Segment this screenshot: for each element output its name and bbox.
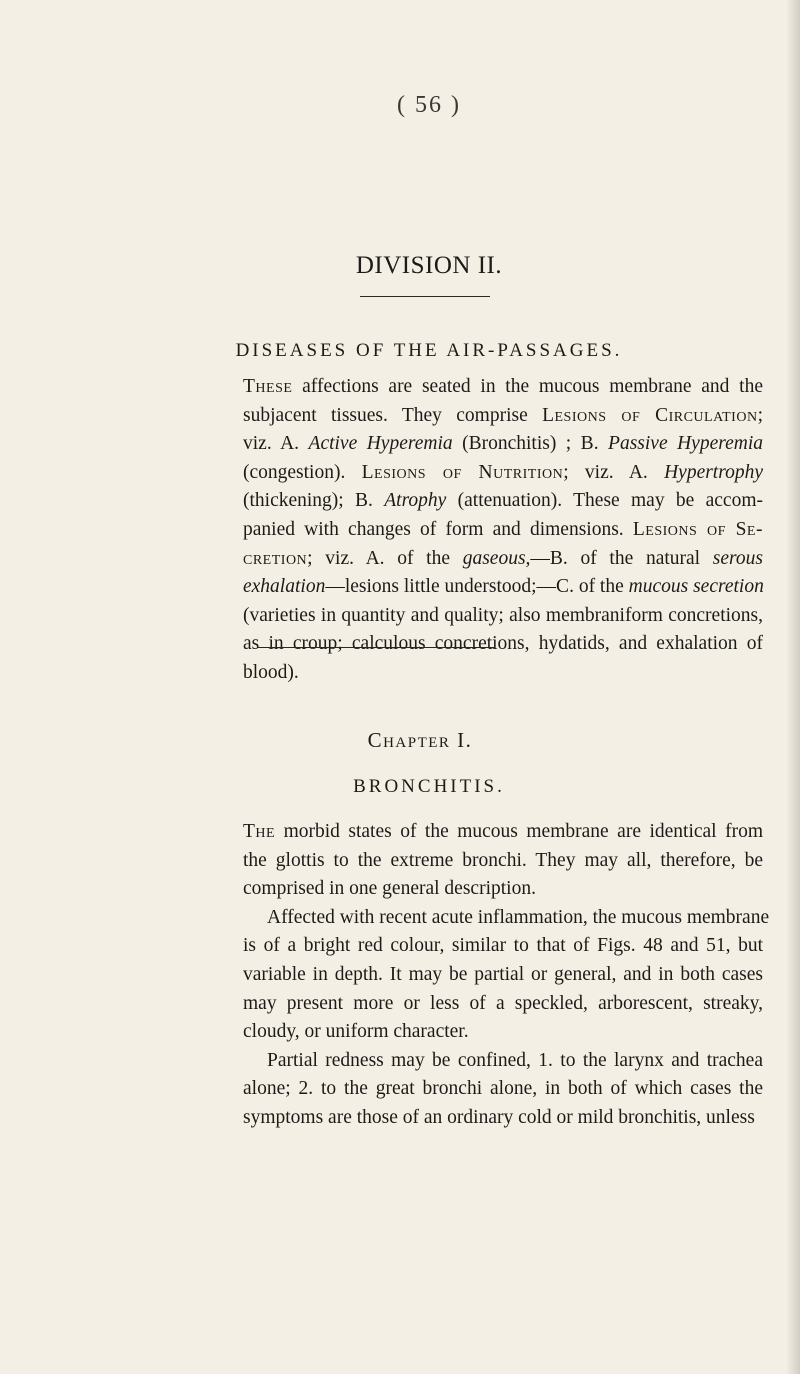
text-line: [243, 659, 763, 688]
text-run: cretion: [243, 547, 308, 569]
text-run: the glottis to the extreme bronchi. They may all, therefore, be: [243, 849, 763, 871]
text-line: [243, 630, 763, 659]
text-line: [243, 602, 763, 631]
text-line: [243, 573, 763, 602]
text-run: viz. A.: [243, 433, 309, 455]
text-line: [243, 373, 763, 402]
text-run: morbid states of the mucous membrane are identical from: [275, 821, 763, 842]
divider-rule: [258, 647, 494, 648]
text-run: (Bronchitis) ; B.: [452, 433, 609, 455]
text-run: subjacent tissues. They comprise: [243, 404, 543, 426]
text-line: [243, 875, 763, 904]
text-line: [243, 1104, 763, 1133]
text-line: [243, 961, 763, 990]
text-run: Lesions of Nutrition: [361, 461, 564, 483]
page-number: ( 56 ): [397, 92, 461, 118]
text-run: affections are seated in the mucous membrane and the: [292, 376, 763, 397]
text-run: symptoms are those of an ordinary cold or mild bronchitis, unless: [243, 1106, 755, 1128]
text-run: (thickening); B.: [243, 490, 385, 512]
text-line: [243, 904, 770, 933]
text-run: mucous secretion: [628, 576, 764, 598]
text-run: comprised in one general description.: [243, 878, 536, 900]
text-run: blood).: [243, 661, 299, 683]
text-line: [243, 545, 763, 574]
text-run: panied with changes of form and dimensions.: [243, 518, 633, 540]
text-run: as in croup; calculous concretions, hydatids, and exhalation of: [243, 633, 763, 655]
text-run: Lesions of Se-: [632, 518, 763, 540]
text-run: —lesions little understood;—C. of the: [325, 576, 629, 598]
text-line: [243, 990, 763, 1019]
text-run: alone; 2. to the great bronchi alone, in both of which cases the: [243, 1078, 763, 1100]
text-run: exhalation: [243, 576, 326, 598]
text-line: [243, 1047, 763, 1076]
text-run: Atrophy: [384, 490, 447, 512]
text-run: Active Hyperemia: [308, 433, 453, 455]
text-run: gaseous,: [462, 547, 531, 569]
text-run: cloudy, or uniform character.: [243, 1021, 469, 1043]
division-title: DIVISION II.: [355, 252, 503, 279]
text-run: Passive Hyperemia: [608, 433, 763, 455]
text-run: variable in depth. It may be partial or general, and in both cases: [243, 963, 763, 985]
text-run: is of a bright red colour, similar to that of Figs. 48 and 51, but: [243, 935, 763, 957]
text-run: ;: [757, 404, 763, 426]
chapter-subtitle: BRONCHITIS.: [353, 776, 505, 797]
intro-paragraph: [243, 373, 763, 688]
text-run: —B. of the natural: [530, 547, 713, 569]
text-run: These: [243, 376, 293, 397]
text-line: [243, 818, 763, 847]
text-run: The: [243, 821, 276, 842]
text-line: [243, 516, 763, 545]
page-edge-shadow: [786, 0, 800, 1374]
text-line: [243, 1075, 763, 1104]
text-run: Affected with recent acute inflammation, the mucous membrane: [267, 906, 770, 928]
text-run: serous: [712, 547, 763, 569]
text-run: (varieties in quantity and quality; also membraniform concretions,: [243, 604, 763, 626]
text-run: (congestion).: [243, 461, 362, 483]
text-line: [243, 487, 763, 516]
text-run: (attenuation). These may be accom-: [446, 490, 763, 512]
text-line: [243, 847, 763, 876]
text-run: Hypertrophy: [664, 461, 763, 483]
text-run: Partial redness may be confined, 1. to the larynx and trachea: [267, 1049, 763, 1071]
body-paragraphs: [243, 818, 770, 1133]
divider-rule: [360, 296, 490, 297]
text-line: [243, 459, 763, 488]
text-run: Lesions of Circulation: [542, 404, 758, 426]
text-line: [243, 402, 763, 431]
text-line: [243, 1018, 763, 1047]
text-run: ; viz. A. of the: [307, 547, 463, 569]
chapter-title: Chapter I.: [367, 728, 473, 752]
text-run: may present more or less of a speckled, arborescent, streaky,: [243, 992, 763, 1014]
text-line: [243, 430, 763, 459]
section-title: DISEASES OF THE AIR-PASSAGES.: [235, 340, 623, 361]
text-run: ; viz. A.: [563, 461, 665, 483]
text-line: [243, 932, 763, 961]
